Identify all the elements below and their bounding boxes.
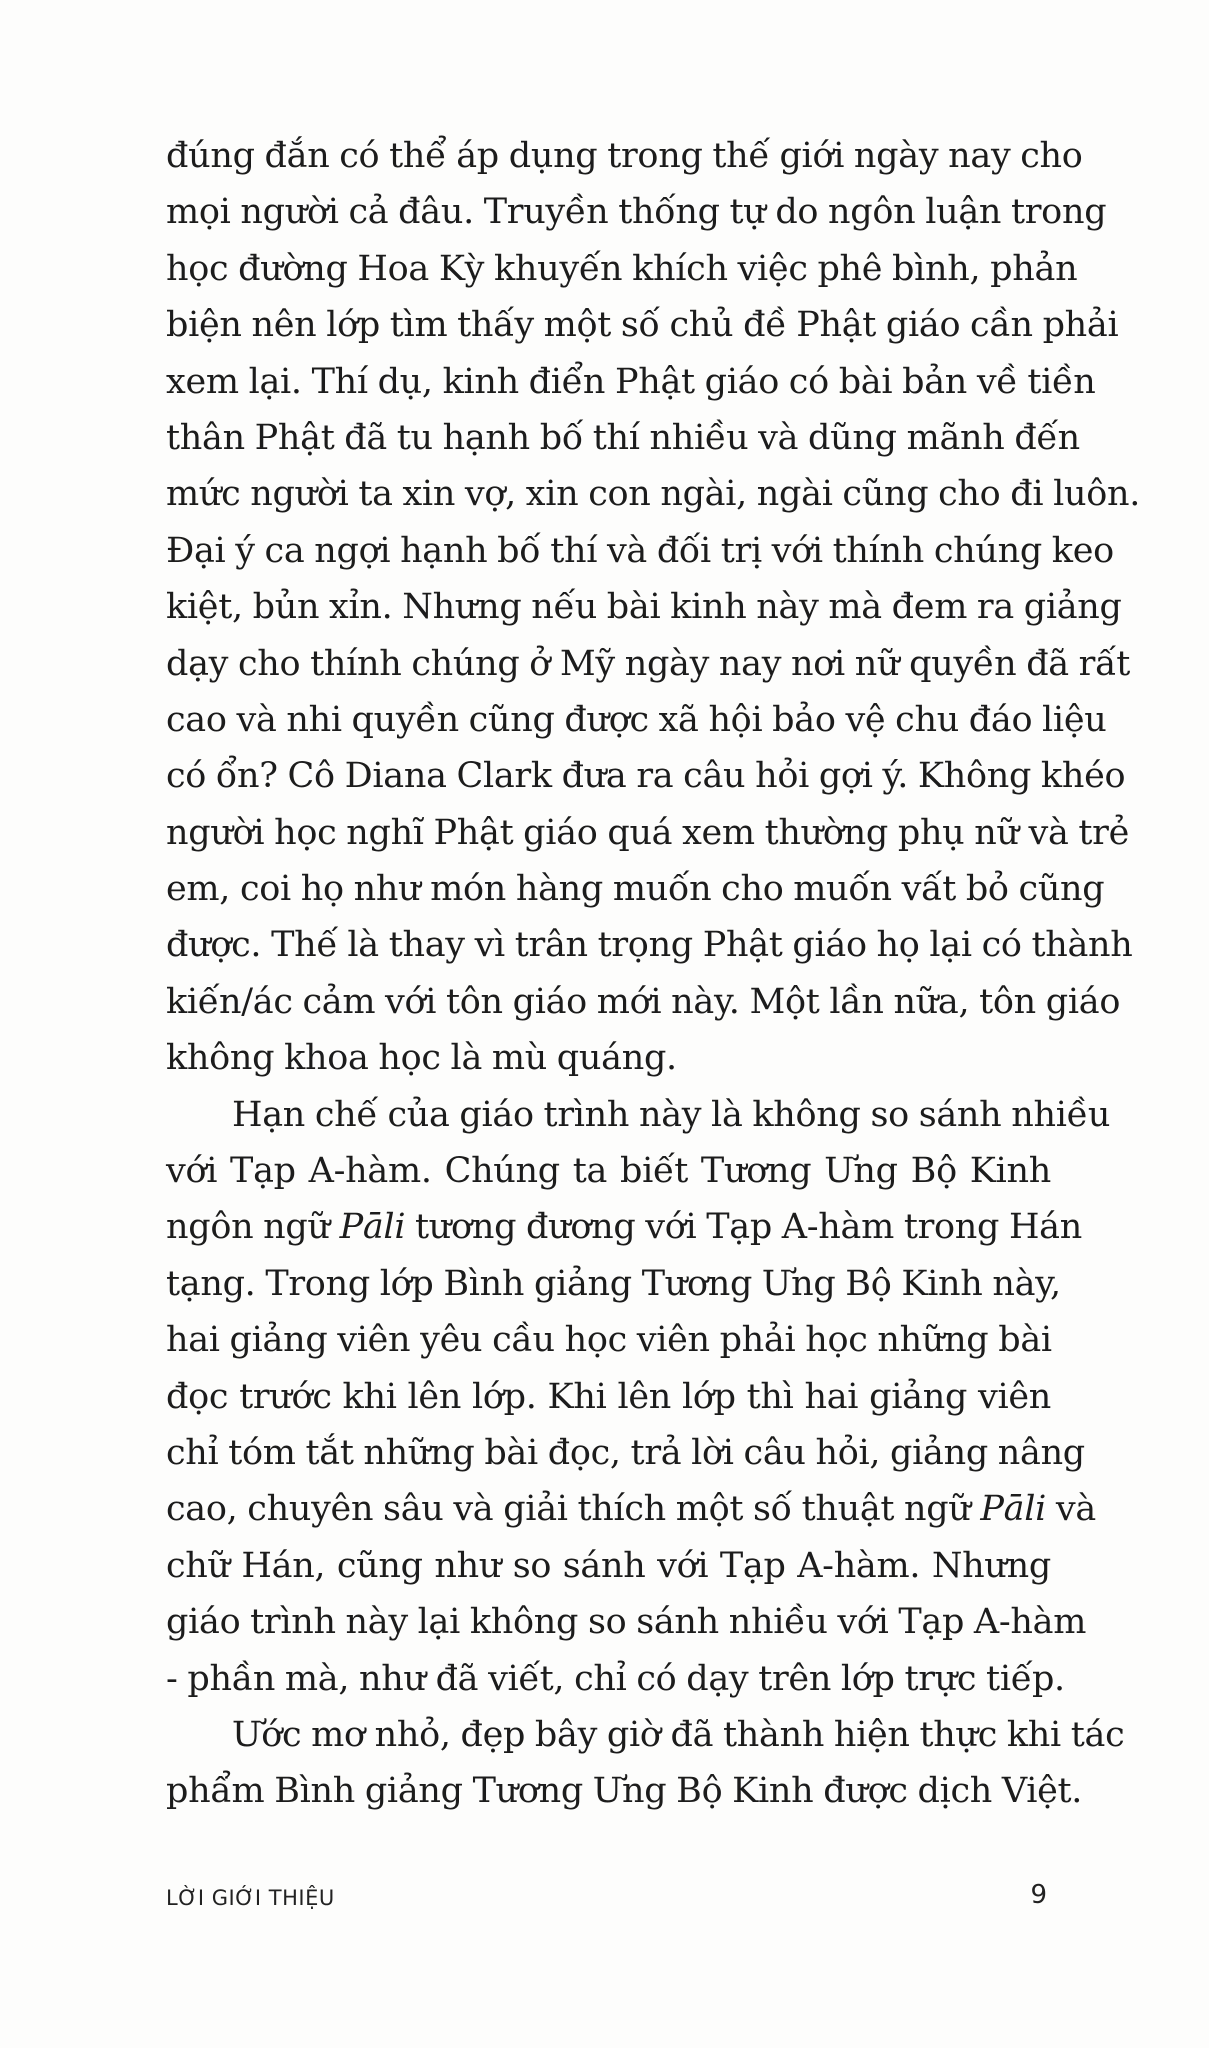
text-segment: cao và nhi quyền cũng được xã hội bảo vệ chu đáo liệu bbox=[166, 699, 1107, 740]
text-line bbox=[166, 974, 1121, 1030]
text-segment: Hạn chế của giáo trình này là không so sánh nhiều bbox=[232, 1094, 1111, 1135]
text-line bbox=[166, 297, 1119, 353]
text-segment: đọc trước khi lên lớp. Khi lên lớp thì hai giảng viên bbox=[166, 1376, 1051, 1417]
text-line bbox=[166, 1199, 1082, 1255]
text-segment: với Tạp A-hàm. Chúng ta biết Tương Ưng Bộ Kinh bbox=[166, 1151, 1051, 1192]
running-footer-section-title: LỜI GIỚI THIỆU bbox=[166, 1886, 335, 1910]
text-segment: giáo trình này lại không so sánh nhiều với Tạp A-hàm bbox=[166, 1602, 1087, 1643]
text-line bbox=[166, 1087, 1111, 1143]
text-segment: biện nên lớp tìm thấy một số chủ đề Phật giáo cần phải bbox=[166, 305, 1119, 346]
text-segment: mọi người cả đâu. Truyền thống tự do ngôn luận trong bbox=[166, 192, 1107, 233]
text-line bbox=[166, 636, 1131, 692]
text-segment: tương đương với Tạp A-hàm trong Hán bbox=[405, 1207, 1082, 1248]
text-segment: kiến/ác cảm với tôn giáo mới này. Một lần nữa, tôn giáo bbox=[166, 981, 1121, 1022]
text-segment: Ước mơ nhỏ, đẹp bây giờ đã thành hiện thực khi tác bbox=[232, 1714, 1125, 1755]
text-segment: người học nghĩ Phật giáo quá xem thường phụ nữ và trẻ bbox=[166, 812, 1130, 853]
text-line bbox=[166, 523, 1114, 579]
text-line bbox=[166, 410, 1080, 466]
paragraph bbox=[166, 1087, 1111, 1707]
text-segment: và bbox=[1046, 1489, 1096, 1530]
text-line bbox=[166, 1763, 1083, 1819]
text-segment: xem lại. Thí dụ, kinh điển Phật giáo có bài bản về tiền bbox=[166, 361, 1096, 402]
text-line bbox=[166, 354, 1096, 410]
page-number: 9 bbox=[1030, 1880, 1047, 1910]
text-line bbox=[166, 1369, 1051, 1425]
text-segment: được. Thế là thay vì trân trọng Phật giáo họ lại có thành bbox=[166, 925, 1133, 966]
text-segment: học đường Hoa Kỳ khuyến khích việc phê bình, phản bbox=[166, 248, 1078, 289]
text-line bbox=[166, 241, 1078, 297]
text-segment: Đại ý ca ngợi hạnh bố thí và đối trị với thính chúng keo bbox=[166, 530, 1114, 571]
text-line bbox=[166, 692, 1107, 748]
text-line bbox=[166, 1707, 1125, 1763]
text-line bbox=[166, 1538, 1051, 1594]
text-line bbox=[166, 184, 1107, 240]
text-segment: đúng đắn có thể áp dụng trong thế giới ngày nay cho bbox=[166, 136, 1083, 176]
italic-term: Pāli bbox=[980, 1489, 1047, 1530]
italic-term: Pāli bbox=[339, 1207, 406, 1248]
paragraph bbox=[166, 128, 1141, 1087]
text-segment: cao, chuyên sâu và giải thích một số thuật ngữ bbox=[166, 1489, 981, 1530]
text-segment: - phần mà, như đã viết, chỉ có dạy trên lớp trực tiếp. bbox=[166, 1658, 1065, 1699]
text-segment: tạng. Trong lớp Bình giảng Tương Ưng Bộ Kinh này, bbox=[166, 1263, 1061, 1304]
text-line bbox=[166, 128, 1083, 184]
text-segment: kiệt, bủn xỉn. Nhưng nếu bài kinh này mà đem ra giảng bbox=[166, 587, 1122, 628]
text-line bbox=[166, 1143, 1051, 1199]
text-line bbox=[166, 917, 1133, 973]
text-line bbox=[166, 1425, 1085, 1481]
text-segment: phẩm Bình giảng Tương Ưng Bộ Kinh được dịch Việt. bbox=[166, 1771, 1083, 1812]
text-segment: em, coi họ như món hàng muốn cho muốn vất bỏ cũng bbox=[166, 869, 1105, 910]
text-segment: chữ Hán, cũng như so sánh với Tạp A-hàm. Nhưng bbox=[166, 1545, 1051, 1586]
text-line bbox=[166, 1312, 1051, 1368]
text-line bbox=[166, 861, 1105, 917]
text-line bbox=[166, 1256, 1061, 1312]
text-line bbox=[166, 579, 1122, 635]
text-segment: chỉ tóm tắt những bài đọc, trả lời câu hỏi, giảng nâng bbox=[166, 1432, 1085, 1473]
text-segment: dạy cho thính chúng ở Mỹ ngày nay nơi nữ quyền đã rất bbox=[166, 643, 1131, 684]
text-line bbox=[166, 1481, 1096, 1537]
body-text bbox=[166, 128, 1141, 1820]
text-segment: không khoa học là mù quáng. bbox=[166, 1038, 677, 1079]
text-segment: thân Phật đã tu hạnh bố thí nhiều và dũng mãnh đến bbox=[166, 417, 1080, 458]
text-line bbox=[166, 748, 1126, 804]
text-line bbox=[166, 1594, 1087, 1650]
text-line bbox=[166, 1030, 1051, 1086]
text-line bbox=[166, 1651, 1065, 1707]
text-segment: có ổn? Cô Diana Clark đưa ra câu hỏi gợi ý. Không khéo bbox=[166, 756, 1126, 797]
text-line bbox=[166, 805, 1130, 861]
text-segment: hai giảng viên yêu cầu học viên phải học những bài bbox=[166, 1320, 1052, 1361]
text-segment: ngôn ngữ bbox=[166, 1207, 340, 1248]
paragraph bbox=[166, 1707, 1125, 1820]
text-segment: mức người ta xin vợ, xin con ngài, ngài cũng cho đi luôn. bbox=[166, 474, 1141, 515]
text-line bbox=[166, 466, 1141, 522]
